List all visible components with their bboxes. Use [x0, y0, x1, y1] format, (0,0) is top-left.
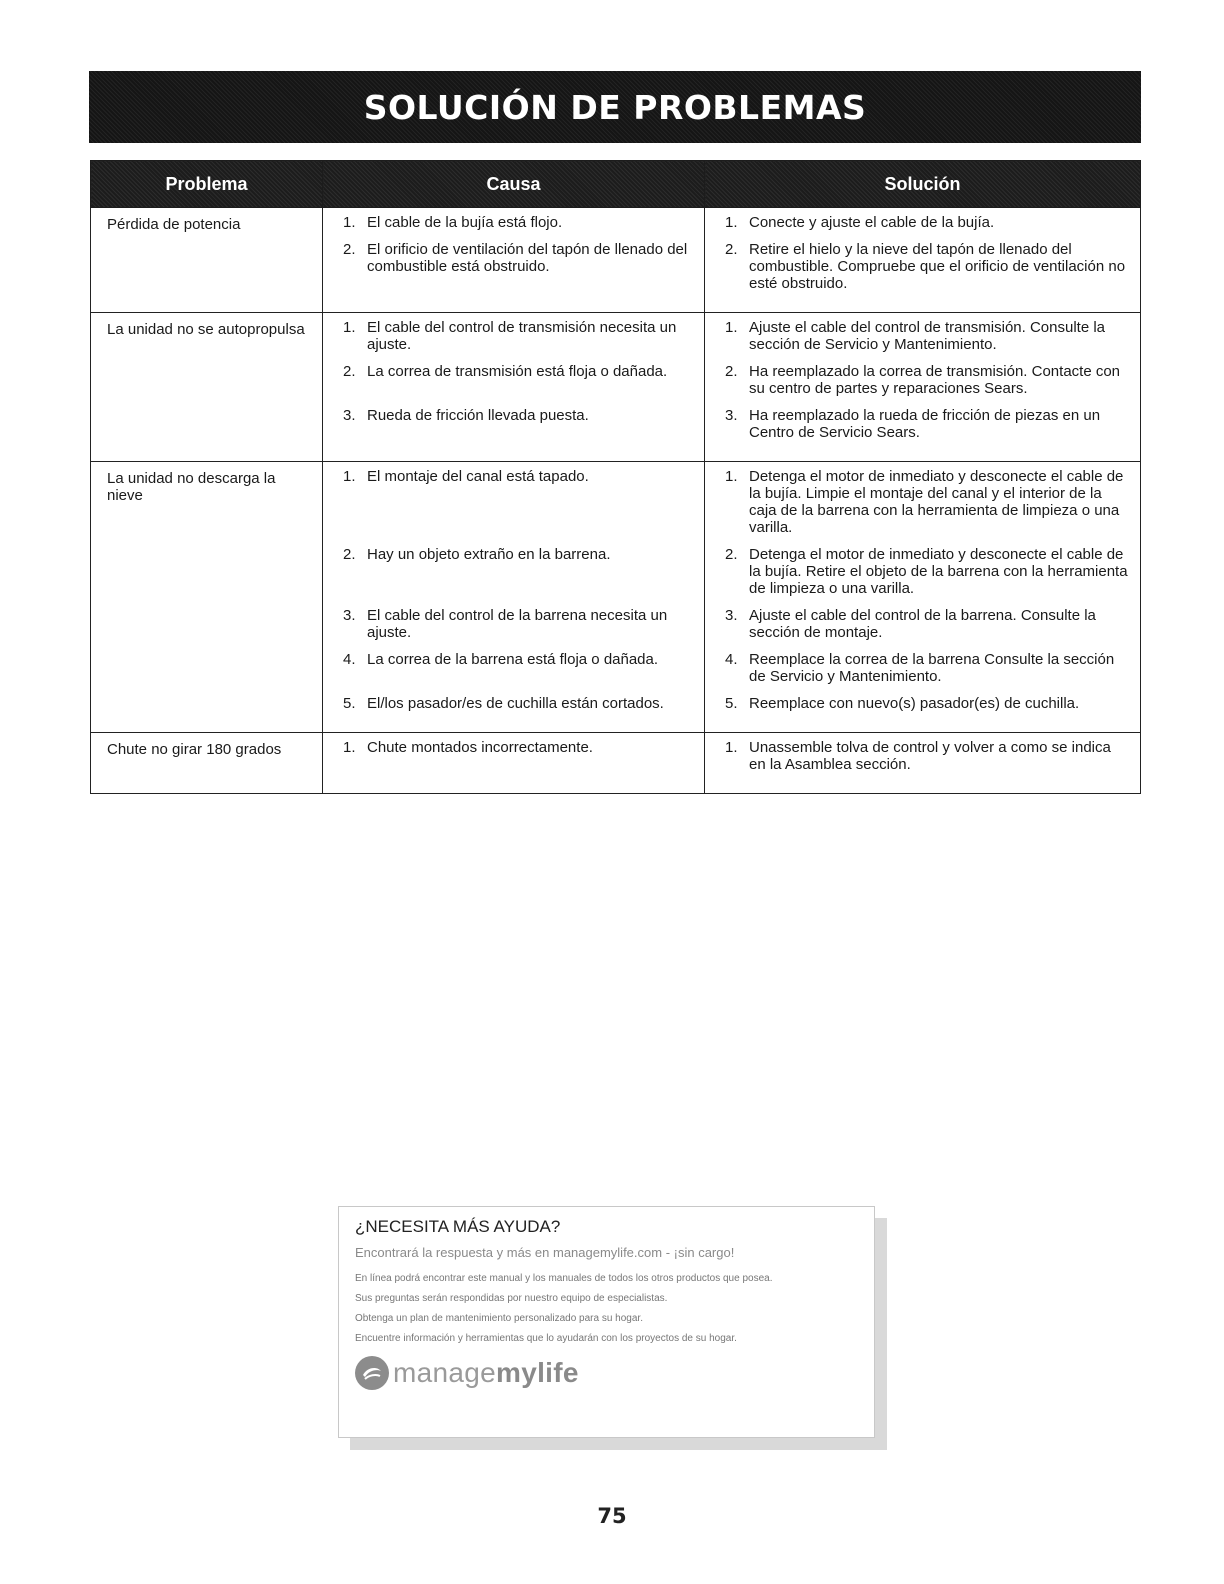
cause-text: El orificio de ventilación del tapón de llenado del combustible está obstruido. — [367, 241, 688, 275]
cause-item — [343, 407, 694, 441]
solution-list — [705, 313, 1140, 461]
item-number: 1. — [725, 468, 738, 485]
item-number: 2. — [343, 363, 356, 380]
solution-text: Retire el hielo y la nieve del tapón de llenado del combustible. Compruebe que el orificio de ventilación no esté obstruido. — [749, 241, 1126, 292]
solution-item — [725, 739, 1130, 773]
solution-item — [725, 651, 1130, 685]
cause-list — [323, 733, 704, 793]
help-line: Sus preguntas serán respondidas por nuestro equipo de especialistas. — [355, 1293, 668, 1304]
solution-cell — [705, 208, 1141, 313]
cause-text: La correa de la barrena está floja o dañada. — [367, 651, 659, 668]
solution-text: Ha reemplazado la correa de transmisión. Contacte con su centro de partes y reparaciones Sears. — [749, 363, 1121, 397]
solution-item — [725, 546, 1130, 597]
item-number: 4. — [725, 651, 738, 668]
solution-cell — [705, 462, 1141, 733]
solution-text: Ajuste el cable del control de transmisión. Consulte la sección de Servicio y Mantenimiento. — [749, 319, 1106, 353]
solution-item — [725, 241, 1130, 292]
page-number: 75 — [597, 1504, 627, 1528]
item-number: 4. — [343, 651, 356, 668]
cause-text: Hay un objeto extraño en la barrena. — [367, 546, 611, 563]
help-line: En línea podrá encontrar este manual y los manuales de todos los otros productos que posea. — [355, 1273, 773, 1284]
section-banner — [89, 71, 1141, 143]
cause-item — [343, 319, 694, 353]
item-number: 1. — [725, 739, 738, 756]
table-header-row — [91, 161, 1141, 208]
item-number: 2. — [343, 241, 356, 258]
cause-text: La correa de transmisión está floja o dañada. — [367, 363, 668, 380]
header-problem: Problema — [91, 161, 323, 208]
cause-item — [343, 241, 694, 292]
cause-item — [343, 546, 694, 597]
solution-item — [725, 363, 1130, 397]
cause-text: El/los pasador/es de cuchilla están cortados. — [367, 695, 664, 712]
cause-text: El montaje del canal está tapado. — [367, 468, 589, 485]
help-line: Encuentre información y herramientas que lo ayudarán con los proyectos de su hogar. — [355, 1333, 737, 1344]
cause-text: Rueda de fricción llevada puesta. — [367, 407, 589, 424]
item-number: 2. — [725, 546, 738, 563]
header-solution: Solución — [705, 161, 1141, 208]
item-number: 2. — [343, 546, 356, 563]
cause-text: El cable de la bujía está flojo. — [367, 214, 563, 231]
problem-cell: La unidad no se autopropulsa — [91, 313, 323, 462]
item-number: 1. — [343, 319, 356, 336]
cause-list — [323, 208, 704, 312]
cause-list — [323, 313, 704, 461]
item-number: 2. — [725, 363, 738, 380]
cause-text: El cable del control de transmisión necesita un ajuste. — [367, 319, 677, 353]
cause-cell — [323, 462, 705, 733]
troubleshooting-table — [90, 160, 1141, 794]
solution-text: Reemplace la correa de la barrena Consulte la sección de Servicio y Mantenimiento. — [749, 651, 1115, 685]
item-number: 1. — [343, 468, 356, 485]
cause-text: Chute montados incorrectamente. — [367, 739, 593, 756]
cause-cell — [323, 733, 705, 794]
solution-item — [725, 607, 1130, 641]
logo-wordmark — [393, 1357, 579, 1389]
cause-item — [343, 468, 694, 536]
problem-cell: La unidad no descarga la nieve — [91, 462, 323, 733]
solution-text: Conecte y ajuste el cable de la bujía. — [749, 214, 995, 231]
solution-list — [705, 462, 1140, 732]
cause-item — [343, 739, 694, 773]
cause-item — [343, 695, 694, 712]
cause-item — [343, 363, 694, 397]
problem-cell: Chute no girar 180 grados — [91, 733, 323, 794]
solution-list — [705, 208, 1140, 312]
solution-text: Ajuste el cable del control de la barrena. Consulte la sección de montaje. — [749, 607, 1096, 641]
help-box — [338, 1206, 875, 1438]
logo-part-mylife: mylife — [496, 1357, 579, 1388]
help-subtitle: Encontrará la respuesta y más en managemylife.com - ¡sin cargo! — [355, 1245, 735, 1260]
cause-item — [343, 214, 694, 231]
logo-swoosh-icon — [355, 1356, 389, 1390]
table-row — [91, 462, 1141, 733]
solution-item — [725, 695, 1130, 712]
problem-cell: Pérdida de potencia — [91, 208, 323, 313]
table-row — [91, 733, 1141, 794]
item-number: 1. — [343, 214, 356, 231]
page-title: SOLUCIÓN DE PROBLEMAS — [363, 87, 867, 127]
cause-cell — [323, 313, 705, 462]
item-number: 1. — [343, 739, 356, 756]
item-number: 3. — [343, 407, 356, 424]
solution-text: Ha reemplazado la rueda de fricción de piezas en un Centro de Servicio Sears. — [749, 407, 1101, 441]
item-number: 3. — [343, 607, 356, 624]
table-row — [91, 208, 1141, 313]
cause-list — [323, 462, 704, 732]
solution-cell — [705, 313, 1141, 462]
solution-item — [725, 468, 1130, 536]
solution-cell — [705, 733, 1141, 794]
item-number: 1. — [725, 319, 738, 336]
solution-item — [725, 407, 1130, 441]
cause-item — [343, 651, 694, 685]
cause-cell — [323, 208, 705, 313]
item-number: 2. — [725, 241, 738, 258]
cause-item — [343, 607, 694, 641]
managemylife-logo — [355, 1356, 874, 1390]
solution-list — [705, 733, 1140, 793]
help-title: ¿NECESITA MÁS AYUDA? — [355, 1217, 561, 1236]
table-row — [91, 313, 1141, 462]
item-number: 3. — [725, 607, 738, 624]
solution-text: Unassemble tolva de control y volver a como se indica en la Asamblea sección. — [749, 739, 1111, 773]
solution-text: Detenga el motor de inmediato y desconecte el cable de la bujía. Retire el objeto de la barrena con la herramienta de limpieza o una varilla. — [749, 546, 1128, 597]
solution-item — [725, 214, 1130, 231]
item-number: 1. — [725, 214, 738, 231]
item-number: 5. — [725, 695, 738, 712]
item-number: 3. — [725, 407, 738, 424]
header-cause: Causa — [323, 161, 705, 208]
item-number: 5. — [343, 695, 356, 712]
help-line: Obtenga un plan de mantenimiento personalizado para su hogar. — [355, 1313, 643, 1324]
solution-text: Reemplace con nuevo(s) pasador(es) de cuchilla. — [749, 695, 1080, 712]
solution-item — [725, 319, 1130, 353]
logo-part-manage: manage — [393, 1357, 496, 1388]
cause-text: El cable del control de la barrena necesita un ajuste. — [367, 607, 668, 641]
solution-text: Detenga el motor de inmediato y desconecte el cable de la bujía. Limpie el montaje del canal y el interior de la caja de la barrena con la herramienta de limpieza o una varilla. — [749, 468, 1124, 536]
